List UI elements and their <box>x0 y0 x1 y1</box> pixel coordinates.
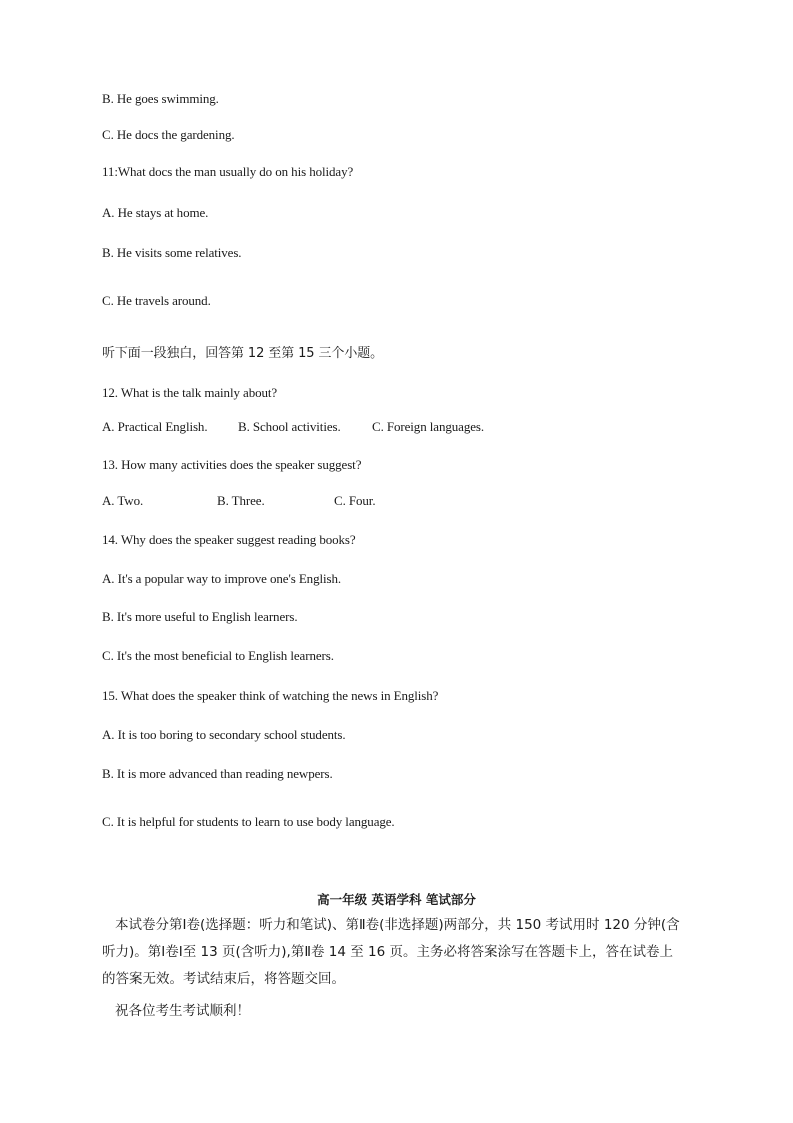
q11-option-b: B. He visits some relatives. <box>102 245 242 260</box>
q15-option-c: C. It is helpful for students to learn to use body language. <box>102 814 395 829</box>
q13-option-b: B. Three. <box>217 493 265 508</box>
q12-options <box>102 419 484 435</box>
q15-option-b: B. It is more advanced than reading newpers. <box>102 766 333 781</box>
q14-option-b: B. It's more useful to English learners. <box>102 609 298 624</box>
written-part-intro: 本试卷分第Ⅰ卷(选择题：听力和笔试)、第Ⅱ卷(非选择题)两部分，共 150 考试用时 120 分钟(含听力)。第Ⅰ卷Ⅰ至 13 页(含听力),第Ⅱ卷 14 至 16 页。主务必将答案涂写在答题卡上，答在试卷上的答案无效。考试结束后，将答题交回。 <box>102 917 680 987</box>
section-instruction: 听下面一段独白，回答第 12 至第 15 三个小题。 <box>102 346 384 361</box>
q13-question: 13. How many activities does the speaker suggest? <box>102 457 362 472</box>
q14-option-c: C. It's the most beneficial to English learners. <box>102 648 334 663</box>
q15-option-a: A. It is too boring to secondary school students. <box>102 727 346 742</box>
q13-option-a: A. Two. <box>102 493 144 508</box>
q13-option-c: C. Four. <box>334 493 376 508</box>
q12-question: 12. What is the talk mainly about? <box>102 385 278 400</box>
q12-option-a: A. Practical English. <box>102 419 208 434</box>
q12-option-c: C. Foreign languages. <box>372 419 484 434</box>
q10-option-c: C. He docs the gardening. <box>102 127 235 142</box>
q12-option-b: B. School activities. <box>238 419 341 434</box>
q14-option-a: A. It's a popular way to improve one's English. <box>102 571 341 586</box>
q14-question: 14. Why does the speaker suggest reading books? <box>102 532 356 547</box>
q10-option-b: B. He goes swimming. <box>102 91 219 106</box>
q11-option-c: C. He travels around. <box>102 293 211 308</box>
q15-question: 15. What does the speaker think of watching the news in English? <box>102 688 439 703</box>
q11-option-a: A. He stays at home. <box>102 205 209 220</box>
written-part-heading: 高一年级 英语学科 笔试部分 <box>317 892 476 907</box>
q11-question: 11:What docs the man usually do on his holiday? <box>102 164 354 179</box>
q13-options <box>102 493 375 509</box>
written-part-wish: 祝各位考生考试顺利！ <box>115 1003 250 1019</box>
